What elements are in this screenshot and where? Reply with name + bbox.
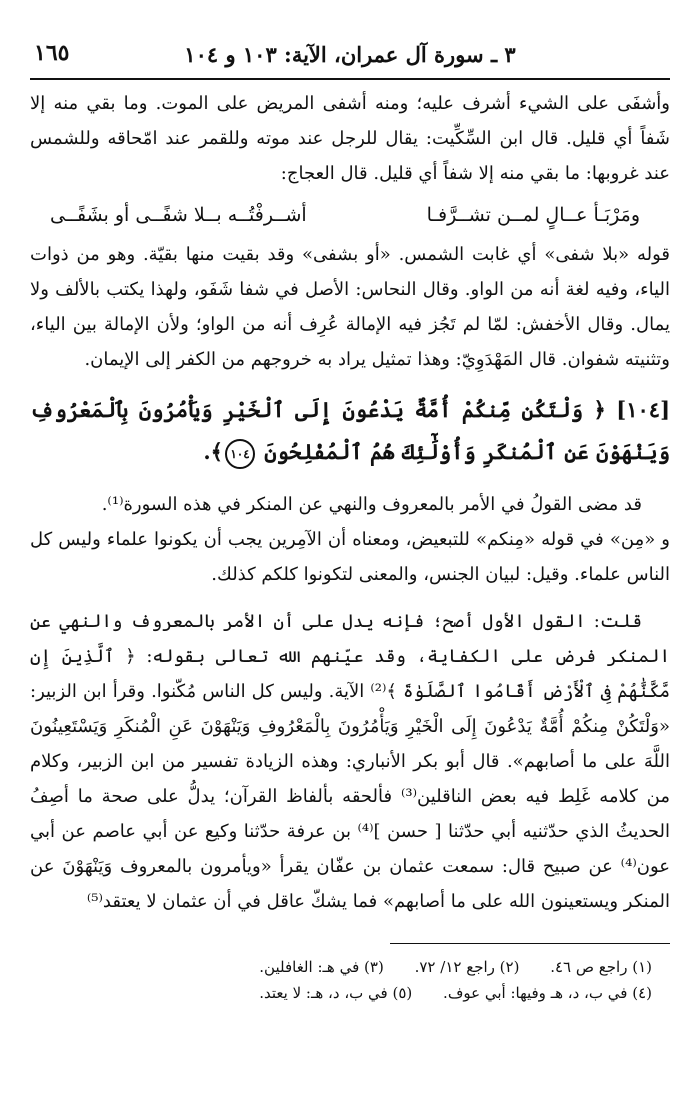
running-title: ٣ ـ سورة آل عمران، الآية: ١٠٣ و ١٠٤ bbox=[184, 42, 516, 67]
footnotes bbox=[30, 954, 670, 1006]
footnote-5: (٥) في ب، د، هـ: لا يعتد. bbox=[259, 984, 413, 1002]
page-header bbox=[30, 40, 670, 80]
quran-closing-bracket: ﴾. bbox=[203, 439, 223, 464]
footnote-4: (٤) في ب، د، هـ وفيها: أبي عوف. bbox=[443, 984, 652, 1002]
verse-first-hemistich: ومَرْبَـأ عــالٍ لمــن تشــرَّفـا bbox=[426, 204, 640, 226]
paragraph-amr-bil-maruf: قد مضى القولُ في الأمر بالمعروف والنهي عن المنكر في هذه السورة⁽¹⁾. bbox=[101, 494, 642, 515]
book-page bbox=[30, 40, 670, 1006]
footnote-row-1 bbox=[30, 954, 652, 980]
ayah-end-marker-icon: ١٠٤ bbox=[225, 439, 255, 469]
footnote-1: (١) راجع ص ٤٦. bbox=[550, 958, 652, 976]
verse-second-hemistich: أشــرفْتُــه بــلا شفًــى أو بشَفًــى bbox=[50, 204, 307, 226]
verse-number: [١٠٤] bbox=[616, 397, 671, 422]
poetry-verse bbox=[30, 191, 670, 237]
paragraph-linguistic-notes: قوله «بلا شفى» أي غابت الشمس. «أو بشفى» وقد بقيت منها بقيّة. وهو من ذوات الياء، وفيه لغة أنه من الواو. وقال النحاس: الأصل في شفا شَفَو، ولهذا يكتب بالألف ولا يمال. وقال الأخفش: لمّا لم تَجُز فيه الإمالة عُرِف أنه من الواو؛ ولأن الإمالة بين الياء، وتثنيته شفوان. قال المَهْدَوِيّ: وهذا تمثيل يراد به خروجهم من الكفر إلى الإيمان. bbox=[30, 244, 670, 370]
footnote-divider bbox=[390, 943, 670, 944]
footnote-2: (٢) راجع ١٢/ ٧٢. bbox=[414, 958, 520, 976]
paragraph-min-tabid: و «مِن» في قوله «مِنكم» للتبعيض، ومعناه أن الآمِرين يجب أن يكونوا علماء وليس كل الناس علماء. وقيل: لبيان الجنس، والمعنى لتكونوا كلكم كذلك. bbox=[30, 529, 670, 585]
paragraph-qultu: قلت: القول الأول أصح؛ فإنه يدل على أن الأمر بالمعروف والنهي عن المنكر فرض على الكفاية، وقد عيّنهم الله تعالى بقوله: ﴿ ٱلَّذِينَ إِن مَّكَّنَّٰهُمْ فِى ٱلْأَرْضِ أَقَامُوا ٱلصَّلَوٰةَ ﴾⁽²⁾ الآية. وليس كل الناس مُكّنوا. وقرأ ابن الزبير: «وَلْتَكُنْ مِنكُمْ أُمَّةٌ يَدْعُونَ إِلَى الْخَيْرِ وَيَأْمُرُونَ بِالْمَعْرُوفِ وَيَنْهَوْنَ عَنِ الْمُنكَرِ وَيَسْتَعِينُونَ اللَّهَ على ما أصابهم». قال أبو بكر الأنباري: وهذه الزيادة تفسير من ابن الزبير، وكلام من كلامه غَلِط فيه بعض الناقلين⁽³⁾ فألحقه بألفاظ القرآن؛ يدلُّ على صحة ما أصِفُ الحديثُ الذي حدّثنيه أبي حدّثنا [ حسن ]⁽⁴⁾ بن عرفة حدّثنا وكيع عن أبي عاصم عن أبي عون⁽⁴⁾ عن صبيح قال: سمعت عثمان بن عفّان يقرأ «ويأمرون بالمعروف وَيَنْهَوْنَ عن المنكر ويستعينون الله على ما أصابهم» فما يشكّ عاقل في أن عثمان لا يعتقد⁽⁵⁾ bbox=[30, 611, 671, 912]
paragraph-shafa-meaning: وأشفَى على الشيء أشرف عليه؛ ومنه أشفى المريض على الموت. وما بقي منه إلا شَفاً أي قليل. قال ابن السِّكِّيت: يقال للرجل عند موته وللقمر عند امّحاقه وللشمس عند غروبها: ما بقي منه إلا شفاً أي قليل. قال العجاج: bbox=[30, 93, 670, 184]
page-number: ١٦٥ bbox=[34, 40, 70, 66]
quran-verse-104 bbox=[30, 389, 670, 473]
footnote-row-2 bbox=[30, 980, 652, 1006]
quran-text: ﴿ وَلْتَكُن مِّنكُمْ أُمَّةٌ يَدْعُونَ إِلَى ٱلْخَيْرِ وَيَأْمُرُونَ بِٱلْمَعْرُوفِ وَيَنْهَوْنَ عَنِ ٱلْمُنكَرِ وَأُوْلَٰٓئِكَ هُمُ ٱلْمُفْلِحُونَ bbox=[30, 397, 670, 464]
footnote-3: (٣) في هـ: الغافلين. bbox=[259, 958, 384, 976]
